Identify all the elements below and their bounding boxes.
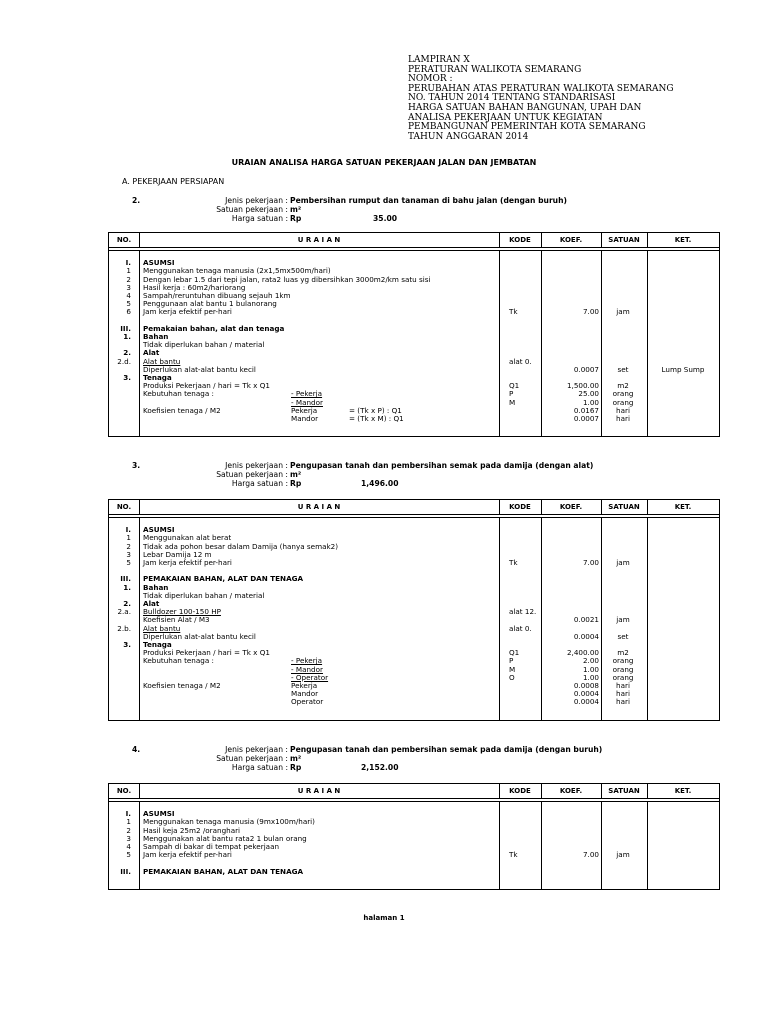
row-description: Hasil kerja : 60m2/hariorang (143, 282, 246, 292)
table-row (109, 851, 719, 859)
row-description: Menggunakan tenaga manusia (9mx100m/hari) (143, 817, 315, 827)
row-number: 5 (126, 850, 131, 860)
row-code: Tk (509, 850, 518, 860)
row-code: P (509, 656, 514, 666)
row-description: Tenaga (143, 640, 172, 649)
column-divider (601, 233, 602, 247)
row-coefficient: 1.00 (582, 397, 599, 407)
currency-label: Rp (290, 763, 302, 772)
row-code: P (509, 389, 514, 399)
row-description: Alat (143, 599, 160, 608)
row-formula: = (Tk x P) : Q1 (349, 405, 402, 415)
row-description: Menggunakan tenaga manusia (2x1,5mx500m/hari) (143, 266, 331, 276)
job-unit: m² (290, 205, 302, 214)
table-header-row (109, 233, 719, 248)
label-harga: Harga satuan : (231, 479, 288, 488)
column-header: U R A I A N (297, 236, 341, 244)
row-unit: hari (616, 681, 630, 690)
row-number: III. (120, 574, 131, 584)
column-divider (601, 784, 602, 798)
row-description: Sampah/reruntuhan dibuang sejauh 1km (143, 291, 291, 300)
job-number: 2. (132, 196, 141, 205)
row-coefficient: 0.0004 (573, 631, 599, 641)
column-divider (541, 784, 542, 798)
row-code: alat 0. (509, 356, 532, 366)
row-description: Tenaga (143, 373, 172, 382)
row-coefficient: 7.00 (582, 558, 599, 567)
unit-price: 1,496.00 (361, 479, 399, 488)
table-header-row (109, 500, 719, 515)
column-header: KODE (509, 503, 531, 511)
row-coefficient: 7.00 (582, 307, 599, 317)
row-coefficient: 0.0008 (573, 681, 599, 690)
row-description: Lebar Damija 12 m (143, 549, 212, 559)
row-number: 3. (123, 640, 131, 649)
table-row (109, 592, 719, 600)
row-number: I. (125, 258, 131, 268)
row-coefficient: 0.0004 (573, 689, 599, 699)
row-unit: orang (612, 672, 634, 682)
label-satuan: Satuan pekerjaan : (216, 205, 288, 214)
table-row (109, 366, 719, 374)
row-code: Tk (509, 307, 518, 317)
row-code: alat 12. (509, 607, 537, 617)
page-title: URAIAN ANALISA HARGA SATUAN PEKERJAAN JALAN DAN JEMBATAN (231, 158, 537, 167)
row-description: Bahan (143, 332, 169, 341)
row-number: III. (120, 866, 131, 876)
row-coefficient: 1.00 (582, 672, 599, 682)
row-number: 2.b. (117, 623, 131, 633)
row-description: Menggunakan alat bantu rata2 1 bulan orang (143, 833, 307, 843)
row-number: 4 (126, 291, 131, 300)
row-description: Sampah di bakar di tempat pekerjaan (143, 842, 280, 851)
row-unit: jam (616, 307, 630, 317)
page-footer: halaman 1 (363, 914, 405, 922)
row-code: Tk (509, 558, 518, 567)
currency-label: Rp (290, 214, 302, 223)
row-number: 1 (126, 817, 131, 827)
row-unit: m2 (617, 648, 629, 658)
column-divider (647, 784, 648, 798)
label-harga: Harga satuan : (231, 214, 288, 223)
header-line: PEMBANGUNAN PEMERINTAH KOTA SEMARANG (408, 122, 646, 133)
row-subitem: - Operator (291, 672, 329, 682)
row-number: 2. (123, 599, 131, 608)
table-row (109, 616, 719, 624)
unit-price: 2,152.00 (361, 763, 399, 772)
row-unit: orang (612, 664, 634, 674)
row-subitem: Mandor (291, 689, 319, 699)
header-line: PERUBAHAN ATAS PERATURAN WALIKOTA SEMARANG (408, 83, 674, 94)
job-number: 4. (132, 745, 141, 754)
column-header: KET. (674, 236, 692, 244)
column-divider (541, 233, 542, 247)
row-coefficient: 0.0021 (573, 615, 599, 625)
row-description: Diperlukan alat-alat bantu kecil (143, 631, 256, 641)
table-body (109, 250, 719, 437)
column-header: NO. (116, 503, 132, 511)
row-code: Q1 (509, 648, 520, 658)
row-description: Alat bantu (143, 356, 181, 366)
header-line: NO. TAHUN 2014 TENTANG STANDARISASI (408, 93, 616, 104)
row-unit: hari (616, 405, 630, 415)
header-line: ANALISA PEKERJAAN UNTUK KEGIATAN (408, 112, 603, 123)
column-divider (139, 784, 140, 798)
row-description: Kebutuhan tenaga : (143, 389, 214, 399)
row-unit: hari (616, 689, 630, 699)
row-description: Jam kerja efektif per-hari (143, 558, 232, 567)
job-name: Pengupasan tanah dan pembersihan semak pada damija (dengan buruh) (290, 745, 603, 754)
analysis-table (108, 232, 720, 437)
currency-label: Rp (290, 479, 302, 488)
row-unit: set (617, 631, 629, 641)
row-description: ASUMSI (143, 258, 175, 268)
label-jenis: Jenis pekerjaan : (225, 745, 288, 754)
row-code: Q1 (509, 381, 520, 391)
row-number: I. (125, 525, 131, 535)
job-unit: m² (290, 754, 302, 763)
column-divider (499, 784, 500, 798)
row-unit: orang (612, 656, 634, 666)
row-description: Tidak diperlukan bahan / material (143, 590, 265, 600)
row-number: 6 (126, 307, 131, 317)
row-subitem: - Mandor (291, 664, 323, 674)
row-code: alat 0. (509, 623, 532, 633)
row-description: Dengan lebar 1.5 dari tepi jalan, rata2 luas yg dibersihkan 3000m2/km satu sisi (143, 274, 431, 284)
row-description: Produksi Pekerjaan / hari = Tk x Q1 (143, 648, 270, 658)
row-unit: jam (616, 850, 630, 860)
row-number: 2 (126, 274, 131, 284)
label-harga: Harga satuan : (231, 763, 288, 772)
row-subitem: - Mandor (291, 397, 323, 407)
table-row (109, 868, 719, 876)
header-line: PERATURAN WALIKOTA SEMARANG (408, 64, 582, 75)
table-row (109, 415, 719, 423)
row-description: ASUMSI (143, 809, 175, 819)
row-code: O (509, 672, 515, 682)
column-header: KOEF. (559, 787, 583, 795)
job-header (0, 461, 768, 489)
job-header (0, 745, 768, 773)
table-row (109, 341, 719, 349)
row-subitem: Pekerja (291, 405, 318, 415)
table-row (109, 251, 719, 259)
row-coefficient: 1.00 (582, 664, 599, 674)
row-unit: orang (612, 397, 634, 407)
row-number: 1 (126, 266, 131, 276)
column-divider (499, 500, 500, 514)
column-header: KET. (674, 503, 692, 511)
row-coefficient: 0.0004 (573, 697, 599, 707)
analysis-table (108, 499, 720, 721)
row-subitem: Operator (291, 697, 324, 707)
row-code: M (509, 664, 516, 674)
row-coefficient: 25.00 (578, 389, 599, 399)
row-unit: orang (612, 389, 634, 399)
row-unit: hari (616, 697, 630, 707)
header-line: NOMOR : (408, 74, 453, 85)
column-header: SATUAN (608, 236, 640, 244)
row-subitem: Pekerja (291, 681, 318, 690)
column-header: KOEF. (559, 503, 583, 511)
table-row (109, 559, 719, 567)
job-name: Pengupasan tanah dan pembersihan semak pada damija (dengan alat) (290, 461, 594, 470)
job-unit: m² (290, 470, 302, 479)
row-number: 1 (126, 533, 131, 543)
column-header: SATUAN (608, 503, 640, 511)
row-description: Jam kerja efektif per-hari (143, 850, 232, 860)
job-name: Pembersihan rumput dan tanaman di bahu jalan (dengan buruh) (290, 196, 567, 205)
row-formula: = (Tk x M) : Q1 (349, 414, 404, 423)
column-header: KODE (509, 787, 531, 795)
row-coefficient: 0.0007 (573, 414, 599, 423)
row-number: 3 (126, 282, 131, 292)
column-divider (601, 500, 602, 514)
label-satuan: Satuan pekerjaan : (216, 754, 288, 763)
row-number: 5 (126, 299, 131, 309)
column-divider (647, 233, 648, 247)
row-description: PEMAKAIAN BAHAN, ALAT DAN TENAGA (143, 574, 304, 584)
row-remark: Lump Sump (661, 364, 705, 374)
row-coefficient: 0.0007 (573, 364, 599, 374)
row-unit: hari (616, 414, 630, 423)
row-description: PEMAKAIAN BAHAN, ALAT DAN TENAGA (143, 866, 304, 876)
row-coefficient: 2,400.00 (566, 648, 599, 658)
table-row (109, 518, 719, 526)
label-jenis: Jenis pekerjaan : (225, 461, 288, 470)
row-number: 2 (126, 541, 131, 551)
row-number: 3 (126, 833, 131, 843)
section-heading: A. PEKERJAAN PERSIAPAN (122, 177, 225, 186)
row-number: 2.d. (117, 356, 131, 366)
column-header: KODE (509, 236, 531, 244)
row-number: 5 (126, 558, 131, 567)
unit-price: 35.00 (373, 214, 398, 223)
job-number: 3. (132, 461, 141, 470)
table-row (109, 633, 719, 641)
table-row (109, 575, 719, 583)
table-body (109, 517, 719, 721)
row-description: Koefisien Alat / M3 (143, 615, 210, 625)
table-row (109, 325, 719, 333)
document-header (408, 56, 674, 142)
row-number: 3. (123, 373, 131, 382)
row-description: Bulldozer 100-150 HP (143, 607, 221, 617)
column-divider (541, 500, 542, 514)
column-header: KOEF. (559, 236, 583, 244)
row-description: Penggunaan alat bantu 1 bulanorang (143, 299, 277, 309)
row-description: Alat bantu (143, 623, 181, 633)
column-divider (647, 500, 648, 514)
row-number: III. (120, 323, 131, 333)
row-description: Koefisien tenaga / M2 (143, 681, 221, 690)
row-unit: m2 (617, 381, 629, 391)
label-satuan: Satuan pekerjaan : (216, 470, 288, 479)
job-header (0, 196, 768, 224)
row-description: Hasil keja 25m2 /oranghari (143, 825, 241, 835)
row-description: Alat (143, 348, 160, 358)
column-header: NO. (116, 236, 132, 244)
label-jenis: Jenis pekerjaan : (225, 196, 288, 205)
row-coefficient: 1,500.00 (566, 381, 599, 391)
row-subitem: - Pekerja (291, 656, 323, 666)
row-number: 2.a. (117, 607, 131, 617)
row-number: 1. (123, 582, 131, 592)
header-line: LAMPIRAN X (408, 55, 470, 65)
table-row (109, 349, 719, 357)
row-description: Tidak ada pohon besar dalam Damija (hanya semak2) (143, 541, 339, 551)
column-divider (499, 233, 500, 247)
row-description: Bahan (143, 582, 169, 592)
column-header: SATUAN (608, 787, 640, 795)
row-number: I. (125, 809, 131, 819)
row-description: Menggunakan alat berat (143, 533, 232, 543)
row-number: 2 (126, 825, 131, 835)
table-row (109, 802, 719, 810)
header-line: HARGA SATUAN BAHAN BANGUNAN, UPAH DAN (408, 102, 642, 113)
table-row (109, 308, 719, 316)
row-unit: jam (616, 615, 630, 625)
row-number: 2. (123, 348, 131, 358)
column-divider (139, 233, 140, 247)
analysis-table (108, 783, 720, 890)
row-number: 3 (126, 549, 131, 559)
row-subitem: Mandor (291, 414, 319, 423)
table-header-row (109, 784, 719, 799)
row-unit: set (617, 364, 629, 374)
row-description: Diperlukan alat-alat bantu kecil (143, 364, 256, 374)
row-coefficient: 0.0167 (573, 405, 599, 415)
row-description: Pemakaian bahan, alat dan tenaga (143, 323, 285, 333)
table-row (109, 698, 719, 706)
row-description: Produksi Pekerjaan / hari = Tk x Q1 (143, 381, 270, 391)
row-description: Jam kerja efektif per-hari (143, 307, 232, 317)
row-unit: jam (616, 558, 630, 567)
table-body (109, 801, 719, 890)
column-divider (139, 500, 140, 514)
column-header: U R A I A N (297, 503, 341, 511)
row-code: M (509, 397, 516, 407)
row-subitem: - Pekerja (291, 389, 323, 399)
row-description: Koefisien tenaga / M2 (143, 405, 221, 415)
row-coefficient: 2.00 (582, 656, 599, 666)
row-coefficient: 7.00 (582, 850, 599, 860)
column-header: KET. (674, 787, 692, 795)
row-number: 4 (126, 842, 131, 851)
row-number: 1. (123, 332, 131, 341)
column-header: U R A I A N (297, 787, 341, 795)
row-description: Kebutuhan tenaga : (143, 656, 214, 666)
column-header: NO. (116, 787, 132, 795)
row-description: Tidak diperlukan bahan / material (143, 340, 265, 350)
header-line: TAHUN ANGGARAN 2014 (408, 131, 529, 142)
row-description: ASUMSI (143, 525, 175, 535)
